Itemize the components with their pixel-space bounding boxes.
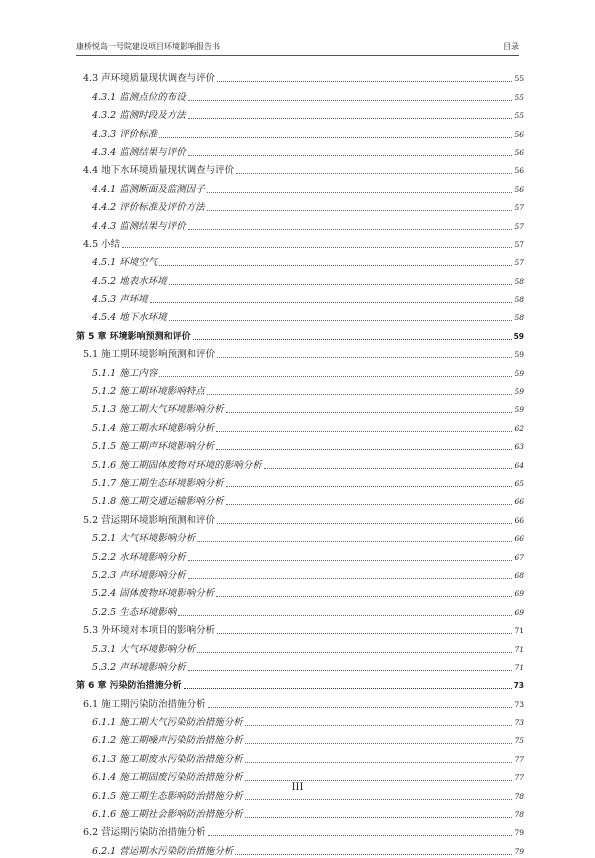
toc-entry-label: 4.5.1 环境空气 (92, 257, 158, 269)
dot-leader (245, 743, 513, 744)
toc-entry-page: 73 (513, 681, 524, 691)
toc-entry-page: 79 (514, 828, 524, 838)
dot-leader (226, 486, 513, 487)
toc-entry-label: 6.1.2 施工期噪声污染防治措施分析 (92, 735, 243, 747)
toc-entry[interactable] (76, 490, 524, 508)
dot-leader (226, 412, 513, 413)
dot-leader (217, 81, 512, 82)
dot-leader (188, 560, 513, 561)
toc-entry-page: 78 (514, 791, 524, 801)
dot-leader (188, 670, 513, 671)
toc-entry[interactable] (76, 343, 524, 361)
toc-entry-page: 64 (514, 460, 524, 470)
toc-entry-label: 5.1.5 施工期声环境影响分析 (92, 441, 215, 453)
toc-entry[interactable] (76, 674, 524, 692)
toc-entry-page: 63 (514, 442, 524, 452)
toc-entry-page: 59 (514, 368, 524, 378)
toc-entry-label: 4.3 声环境质量现状调查与评价 (83, 73, 216, 85)
toc-entry-page: 66 (514, 534, 524, 544)
toc-entry[interactable] (76, 104, 524, 122)
dot-leader (264, 468, 513, 469)
toc-entry-label: 5.3 外环境对本项目的影响分析 (83, 625, 216, 637)
dot-leader (217, 523, 512, 524)
toc-entry[interactable] (76, 564, 524, 582)
dot-leader (159, 376, 512, 377)
dot-leader (207, 394, 513, 395)
toc-entry-label: 5.1.4 施工期水环境影响分析 (92, 422, 215, 434)
toc-entry-label: 6.1.6 施工期社会影响防治措施分析 (92, 809, 243, 821)
toc-entry-label: 4.5 小结 (83, 238, 121, 250)
table-of-contents (76, 67, 524, 858)
toc-entry-page: 71 (514, 626, 524, 636)
toc-entry-label: 5.2.1 大气环境影响分析 (92, 533, 196, 545)
dot-leader (208, 835, 513, 836)
toc-entry-page: 56 (514, 147, 524, 157)
toc-entry[interactable] (76, 122, 524, 140)
dot-leader (188, 578, 513, 579)
dot-leader (169, 284, 513, 285)
toc-entry-page: 71 (514, 662, 524, 672)
toc-entry-page: 73 (514, 718, 524, 728)
toc-entry[interactable] (76, 306, 524, 324)
dot-leader (193, 339, 512, 340)
toc-entry-label: 5.1.6 施工期固体废物对环境的影响分析 (92, 459, 262, 471)
dot-leader (159, 137, 512, 138)
page-header (76, 41, 519, 56)
toc-entry[interactable] (76, 729, 524, 747)
toc-entry-label: 第 6 章 污染防治措施分析 (76, 681, 182, 692)
toc-entry-label: 5.1.8 施工期交通运输影响分析 (92, 496, 224, 508)
toc-entry[interactable] (76, 637, 524, 655)
toc-entry-page: 58 (514, 313, 524, 323)
dot-leader (188, 229, 513, 230)
toc-entry-label: 5.2.3 声环境影响分析 (92, 569, 186, 581)
toc-entry[interactable] (76, 269, 524, 287)
toc-entry-page: 79 (514, 846, 524, 856)
toc-entry[interactable] (76, 196, 524, 214)
dot-leader (188, 155, 513, 156)
toc-entry-page: 59 (514, 387, 524, 397)
section-title: 目录 (503, 42, 519, 51)
toc-entry-page: 69 (514, 607, 524, 617)
toc-entry[interactable] (76, 527, 524, 545)
toc-entry-label: 5.2.5 生态环境影响 (92, 606, 177, 618)
toc-entry-label: 5.2 营运期环境影响预测和评价 (83, 514, 216, 526)
toc-entry-label: 6.1.4 施工期固废污染防治措施分析 (92, 772, 243, 784)
dot-leader (178, 615, 512, 616)
toc-entry-label: 5.1 施工期环境影响预测和评价 (83, 349, 216, 361)
toc-entry-page: 55 (514, 92, 524, 102)
toc-entry[interactable] (76, 821, 524, 839)
toc-entry-page: 59 (513, 331, 524, 341)
dot-leader (245, 762, 513, 763)
dot-leader (207, 192, 513, 193)
toc-entry-page: 66 (514, 497, 524, 507)
toc-entry[interactable] (76, 453, 524, 471)
toc-entry-page: 57 (514, 203, 524, 213)
toc-entry-label: 6.1.1 施工期大气污染防治措施分析 (92, 717, 243, 729)
toc-entry[interactable] (76, 177, 524, 195)
toc-entry-label: 4.4.1 监测断面及监测因子 (92, 183, 205, 195)
toc-entry-page: 56 (514, 166, 524, 176)
page-number: III (291, 782, 304, 793)
toc-entry-label: 6.1.3 施工期废水污染防治措施分析 (92, 753, 243, 765)
toc-entry-label: 5.2.4 固体废物环境影响分析 (92, 588, 215, 600)
toc-entry[interactable] (76, 85, 524, 103)
toc-entry-page: 62 (514, 423, 524, 433)
toc-entry[interactable] (76, 803, 524, 821)
dot-leader (235, 854, 512, 855)
dot-leader (216, 596, 512, 597)
toc-entry-label: 5.1.3 施工期大气环境影响分析 (92, 404, 224, 416)
toc-entry-label: 4.3.2 监测时段及方法 (92, 110, 186, 122)
toc-entry-page: 73 (514, 699, 524, 709)
document-title: 康桥悦岛一号院建设项目环境影响报告书 (76, 42, 220, 51)
dot-leader (208, 707, 513, 708)
toc-entry-page: 55 (514, 74, 524, 84)
toc-entry[interactable] (76, 159, 524, 177)
toc-entry-label: 5.1.2 施工期环境影响特点 (92, 386, 205, 398)
toc-entry[interactable] (76, 361, 524, 379)
toc-entry-label: 5.3.2 声环境影响分析 (92, 661, 186, 673)
toc-entry[interactable] (76, 508, 524, 526)
toc-entry-page: 68 (514, 570, 524, 580)
dot-leader (216, 449, 512, 450)
toc-entry[interactable] (76, 251, 524, 269)
toc-entry-page: 55 (514, 111, 524, 121)
dot-leader (226, 504, 513, 505)
toc-entry-page: 56 (514, 129, 524, 139)
dot-leader (217, 633, 512, 634)
toc-entry-page: 58 (514, 295, 524, 305)
toc-entry[interactable] (76, 233, 524, 251)
toc-entry[interactable] (76, 435, 524, 453)
toc-entry-label: 5.3.1 大气环境影响分析 (92, 643, 196, 655)
toc-entry-page: 65 (514, 478, 524, 488)
toc-entry-label: 6.2.1 营运期水污染防治措施分析 (92, 845, 234, 857)
toc-entry[interactable] (76, 692, 524, 710)
toc-entry-label: 4.4.2 评价标准及评价方法 (92, 202, 205, 214)
toc-entry[interactable] (76, 747, 524, 765)
toc-entry-page: 78 (514, 810, 524, 820)
toc-entry[interactable] (76, 141, 524, 159)
dot-leader (188, 118, 513, 119)
toc-entry-page: 57 (514, 221, 524, 231)
toc-entry-page: 67 (514, 552, 524, 562)
dot-leader (245, 725, 513, 726)
toc-entry[interactable] (76, 398, 524, 416)
toc-entry-page: 69 (514, 589, 524, 599)
toc-entry-label: 5.2.2 水环境影响分析 (92, 551, 186, 563)
toc-entry[interactable] (76, 656, 524, 674)
toc-entry[interactable] (76, 582, 524, 600)
toc-entry-page: 58 (514, 276, 524, 286)
toc-entry-page: 57 (514, 258, 524, 268)
toc-entry[interactable] (76, 214, 524, 232)
toc-entry-label: 6.1.5 施工期生态影响防治措施分析 (92, 790, 243, 802)
toc-entry[interactable] (76, 711, 524, 729)
toc-entry-label: 第 5 章 环境影响预测和评价 (76, 331, 191, 342)
toc-entry[interactable] (76, 324, 524, 342)
toc-entry-page: 71 (514, 644, 524, 654)
toc-entry[interactable] (76, 288, 524, 306)
dot-leader (207, 210, 513, 211)
toc-entry-page: 75 (514, 736, 524, 746)
dot-leader (197, 541, 512, 542)
dot-leader (216, 431, 512, 432)
toc-entry-page: 77 (514, 773, 524, 783)
toc-entry[interactable] (76, 619, 524, 637)
dot-leader (169, 320, 513, 321)
dot-leader (184, 688, 512, 689)
toc-entry-page: 57 (514, 239, 524, 249)
toc-entry-label: 4.5.2 地表水环境 (92, 275, 167, 287)
toc-entry-label: 5.1.1 施工内容 (92, 367, 158, 379)
toc-entry-page: 66 (514, 515, 524, 525)
toc-entry-label: 6.2 营运期污染防治措施分析 (83, 827, 206, 839)
dot-leader (217, 357, 512, 358)
toc-entry-label: 6.1 施工期污染防治措施分析 (83, 698, 206, 710)
dot-leader (245, 799, 513, 800)
dot-leader (150, 302, 513, 303)
toc-entry[interactable] (76, 416, 524, 434)
dot-leader (188, 100, 513, 101)
toc-entry[interactable] (76, 67, 524, 85)
dot-leader (197, 652, 512, 653)
toc-entry-page: 77 (514, 754, 524, 764)
toc-entry-page: 59 (514, 350, 524, 360)
toc-entry[interactable] (76, 472, 524, 490)
toc-entry-label: 4.4.3 监测结果与评价 (92, 220, 186, 232)
dot-leader (245, 817, 513, 818)
toc-entry-label: 4.5.4 地下水环境 (92, 312, 167, 324)
toc-entry-page: 59 (514, 405, 524, 415)
dot-leader (159, 265, 512, 266)
toc-entry-page: 56 (514, 184, 524, 194)
toc-entry[interactable] (76, 380, 524, 398)
toc-entry-label: 5.1.7 施工期生态环境影响分析 (92, 477, 224, 489)
toc-entry-label: 4.3.4 监测结果与评价 (92, 146, 186, 158)
toc-entry[interactable] (76, 600, 524, 618)
dot-leader (122, 247, 512, 248)
toc-entry-label: 4.4 地下水环境质量现状调查与评价 (83, 165, 235, 177)
toc-entry[interactable] (76, 545, 524, 563)
toc-entry[interactable] (76, 839, 524, 857)
dot-leader (236, 173, 512, 174)
toc-entry-label: 4.5.3 声环境 (92, 294, 148, 306)
toc-entry-label: 4.3.1 监测点位的布设 (92, 91, 186, 103)
toc-entry-label: 4.3.3 评价标准 (92, 128, 158, 140)
